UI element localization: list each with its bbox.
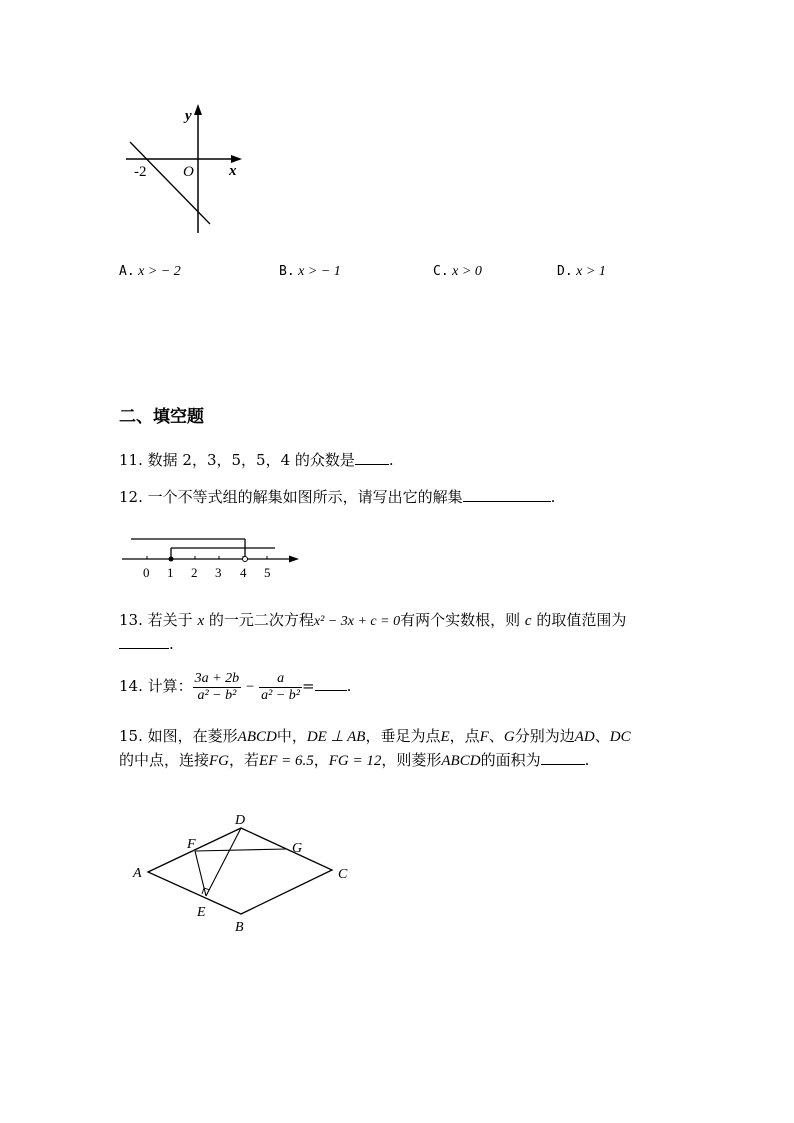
option-b-text: x > − 1: [298, 264, 341, 279]
q15-text-11: ，则菱形: [381, 751, 442, 769]
q13-text-4: 的取值范围为: [536, 611, 627, 629]
y-axis-label: y: [185, 108, 192, 124]
tick-label-0: 0: [143, 565, 150, 580]
q15-abcd-2: ABCD: [441, 753, 481, 769]
point-label-a: A: [133, 866, 142, 881]
linear-function-graph: [118, 100, 248, 240]
q12-period: .: [550, 488, 556, 506]
q15-period: .: [584, 751, 590, 769]
option-b: [279, 264, 341, 280]
rhombus-figure: [128, 808, 358, 938]
point-label-c: C: [338, 867, 348, 882]
q13-equation: x² − 3x + c = 0: [313, 614, 401, 629]
q13-text-2: 的一元二次方程: [208, 611, 314, 629]
x-axis-label: x: [229, 163, 237, 179]
number-line: [118, 530, 303, 585]
q15-answer-blank[interactable]: [541, 750, 585, 765]
question-13: [119, 610, 626, 632]
option-a-label: A.: [119, 264, 135, 279]
q13-var-c: c: [524, 613, 532, 629]
q11-number: 11.: [119, 451, 143, 469]
option-c-text: x > 0: [452, 264, 482, 279]
q12-number: 12.: [119, 488, 143, 506]
q15-text-2: 中，: [276, 727, 307, 745]
question-15-line-1: [119, 726, 631, 747]
q14-minus: −: [245, 679, 255, 695]
q14-frac1-numerator: 3a + 2b: [194, 670, 240, 686]
question-13-answer-line: [119, 634, 174, 654]
q15-text-4: ，点: [449, 727, 480, 745]
origin-label: O: [183, 164, 194, 180]
q14-frac1-denominator: a² − b²: [197, 687, 237, 703]
q12-text: 一个不等式组的解集如图所示，请写出它的解集: [147, 488, 463, 506]
q11-period: .: [388, 451, 394, 469]
q15-point-e: E: [440, 729, 450, 745]
q15-de-perp-ab: DE ⊥ AB: [306, 729, 366, 745]
q12-answer-blank[interactable]: [463, 487, 551, 502]
intercept-label: -2: [134, 164, 147, 180]
option-c: [433, 264, 482, 280]
q13-text-1: 若关于: [147, 611, 193, 629]
option-a-text: x > − 2: [138, 264, 181, 279]
q11-answer-blank[interactable]: [355, 450, 389, 465]
option-c-label: C.: [433, 264, 449, 279]
q14-number: 14.: [119, 677, 143, 695]
option-d: [557, 264, 606, 280]
q15-point-f: F: [479, 729, 489, 745]
q15-abcd: ABCD: [237, 729, 277, 745]
q15-side-dc: DC: [609, 729, 631, 745]
option-b-label: B.: [279, 264, 295, 279]
q11-text: 数据 2，3，5，5，4 的众数是: [147, 451, 355, 469]
q15-text-6: 分别为边: [514, 727, 575, 745]
q14-text: 计算：: [147, 677, 193, 695]
point-label-d: D: [235, 813, 246, 828]
point-label-b: B: [235, 920, 244, 935]
q15-segment-fg: FG: [209, 753, 230, 769]
q14-frac2-denominator: a² − b²: [261, 687, 300, 703]
q15-text-7: 、: [594, 727, 610, 745]
point-label-f: F: [187, 837, 196, 852]
question-14: [119, 668, 351, 705]
q14-frac2-numerator: a: [259, 671, 302, 688]
point-label-e: E: [197, 905, 206, 920]
option-d-text: x > 1: [576, 264, 606, 279]
option-a: [119, 264, 181, 280]
q13-var-x: x: [197, 613, 205, 629]
option-d-label: D.: [557, 264, 573, 279]
q13-answer-blank[interactable]: [119, 634, 169, 649]
q15-ef-value: EF = 6.5: [259, 753, 314, 769]
tick-label-5: 5: [264, 565, 271, 580]
q15-text-1: 如图，在菱形: [147, 727, 238, 745]
q14-period: .: [346, 677, 352, 695]
tick-label-2: 2: [191, 565, 198, 580]
q14-fraction-1: [193, 671, 241, 704]
q15-side-ad: AD: [574, 729, 595, 745]
q15-point-g: G: [503, 729, 515, 745]
q13-period: .: [169, 635, 174, 653]
q13-text-3: 有两个实数根，则: [400, 611, 521, 629]
q15-text-3: ，垂足为点: [365, 727, 441, 745]
tick-label-4: 4: [240, 565, 247, 580]
q14-answer-blank[interactable]: [315, 676, 347, 691]
q13-number: 13.: [119, 611, 143, 629]
q15-number: 15.: [119, 727, 143, 745]
q14-fraction-2: [259, 671, 302, 704]
question-12: [119, 487, 555, 507]
section-title: 二、填空题: [119, 407, 204, 427]
question-11: [119, 450, 394, 470]
question-15-line-2: [119, 750, 589, 771]
tick-label-1: 1: [167, 565, 174, 580]
q14-equals: =: [301, 677, 315, 695]
q15-text-12: 的面积为: [480, 751, 541, 769]
point-label-g: G: [292, 841, 303, 856]
q15-text-10: ，: [313, 751, 329, 769]
tick-label-3: 3: [215, 565, 222, 580]
q15-text-5: 、: [488, 727, 504, 745]
q15-text-9: ，若: [229, 751, 260, 769]
q15-fg-value: FG = 12: [328, 753, 382, 769]
q15-text-8: 的中点，连接: [119, 751, 210, 769]
